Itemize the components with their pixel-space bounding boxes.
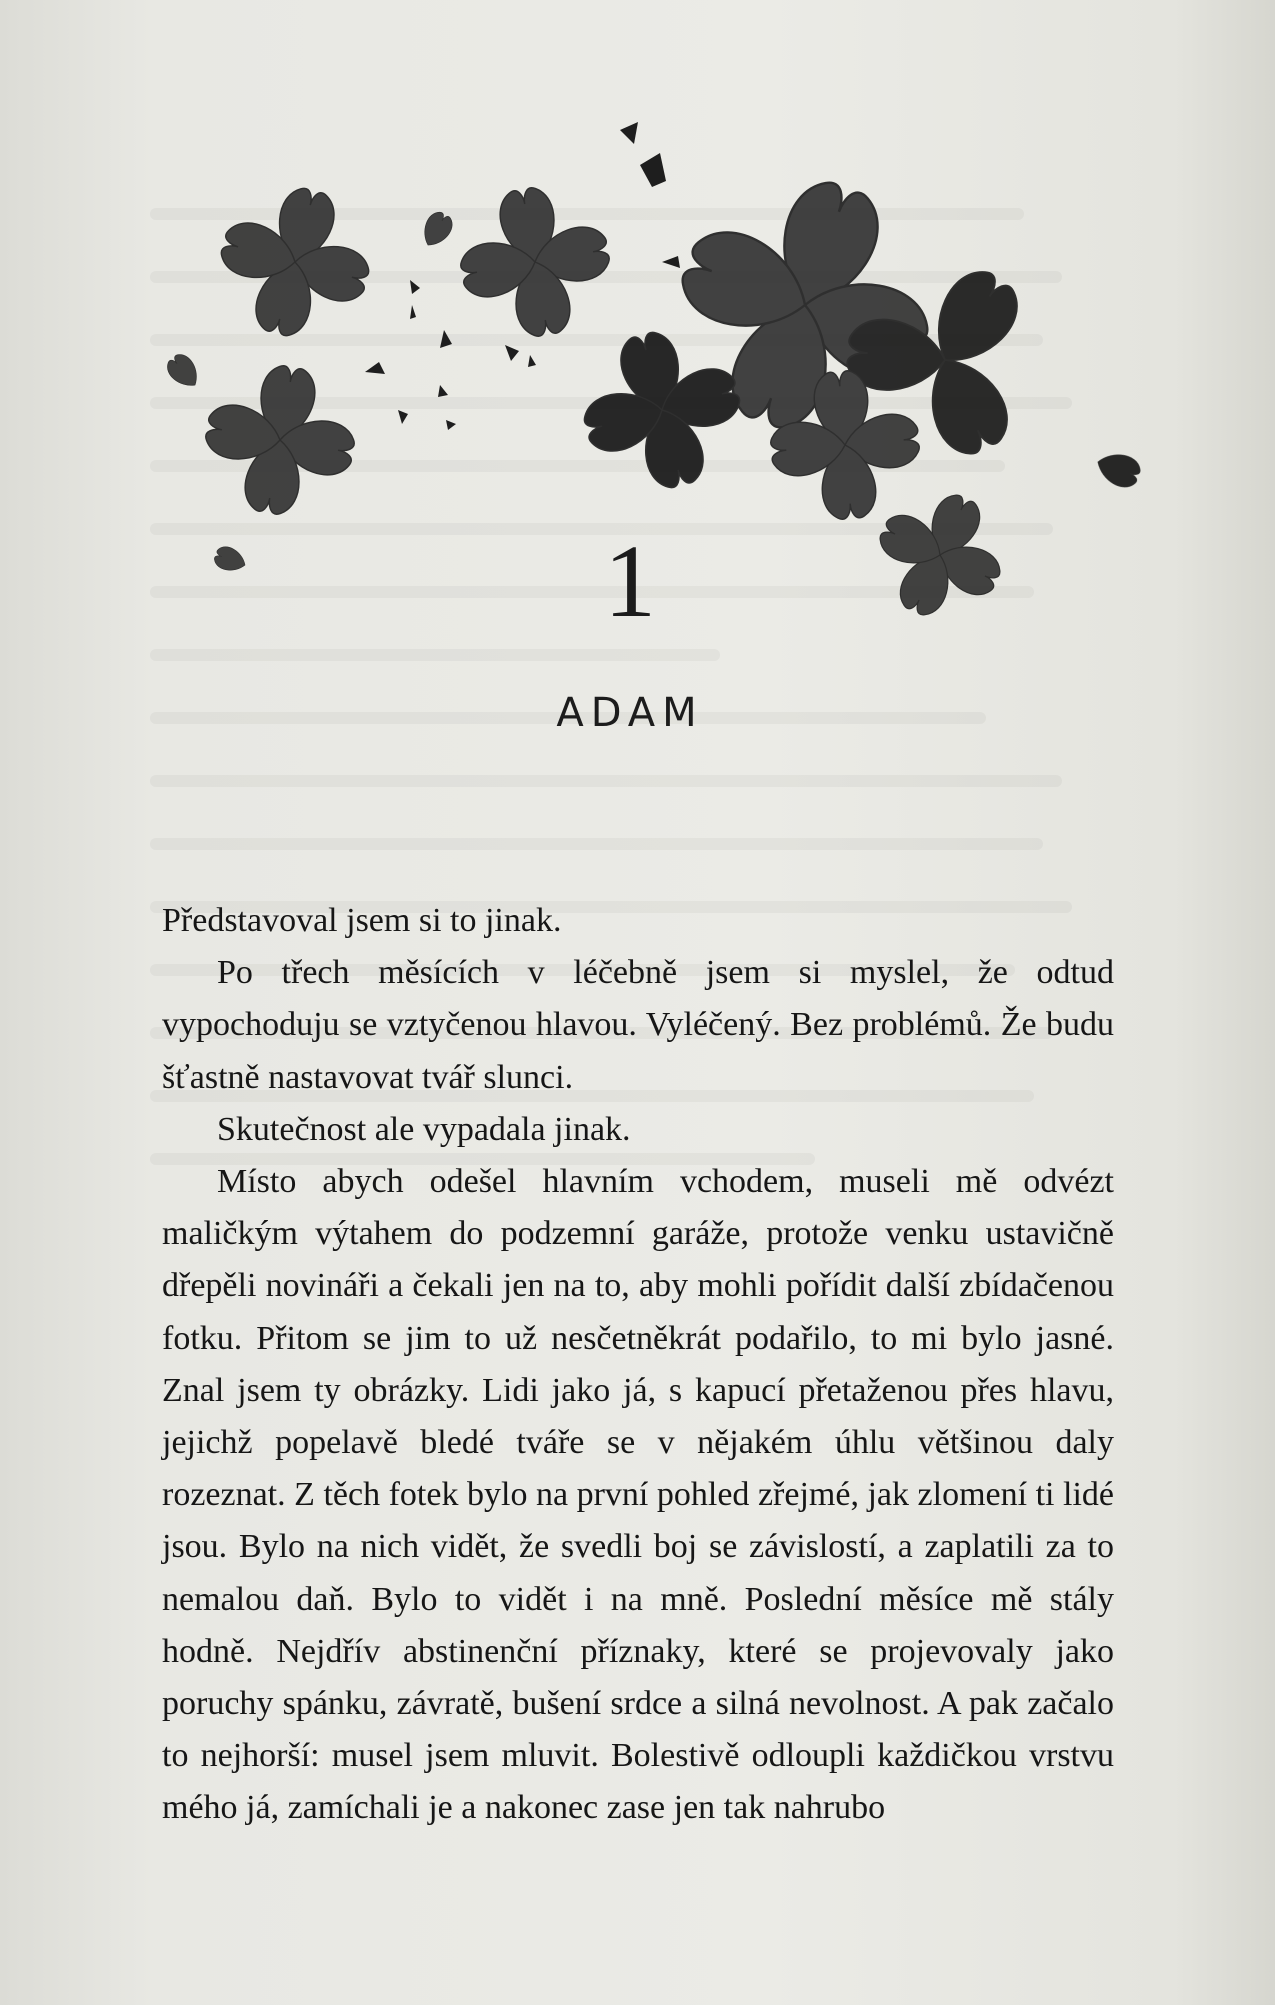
clover-leaf-icon	[212, 544, 249, 576]
paragraph: Představoval jsem si to jinak.	[162, 902, 562, 939]
clover-leaf-icon	[857, 472, 1022, 637]
clover-leaf-icon	[163, 350, 205, 393]
chapter-number: 1	[604, 524, 656, 639]
clover-leaf-icon	[450, 177, 621, 348]
clover-leaf-icon	[567, 315, 757, 505]
clover-leaf-icon	[1093, 447, 1144, 491]
paragraph: Místo abych odešel hlavním vchodem, museli mě odvézt maličkým výtahem do podzemní garáže, protože venku ustavičně dřepěli novináři a čekali jen na to, aby mohli pořídit další zbídačenou fotku. Přitom se jim to už nesčetněkrát podařilo, to mi bylo jasné. Znal jsem ty obrázky. Lidi jako já, s kapucí přetaženou přes hlavu, jejichž popelavě bledé tváře se v nějakém úhlu většinou daly rozeznat. Z těch fotek bylo na první pohled zřejmé, jak zlomení ti lidé jsou. Bylo na nich vidět, že svedli boj se závislostí, a zaplatili za to nemalou daň. Bylo to vidět i na mně. Poslední měsíce mě stály hodně. Nejdřív abstinenční příznaky, které se projevovaly jako poruchy spánku, závratě, bušení srdce a silná nevolnost. A pak začalo to nejhorší: musel jsem mluvit. Bolestivě odloupli každičkou vrstvu mého já, zamíchali je a nakonec zase jen tak nahrubo	[162, 1163, 1114, 1827]
clover-leaf-icon	[417, 208, 456, 251]
chapter-body-text	[162, 895, 1114, 1835]
paragraph: Skutečnost ale vypadala jinak.	[217, 1110, 631, 1148]
chapter-title: ADAM	[556, 690, 704, 736]
clover-leaf-icon	[195, 355, 366, 526]
paragraph: Po třech měsících v léčebně jsem si myslel, že odtud vypochoduju se vztyčenou hlavou. Vyléčený. Bez problémů. Že budu šťastně nastavovat tvář slunci.	[162, 954, 1114, 1096]
clover-leaf-icon	[205, 172, 386, 353]
